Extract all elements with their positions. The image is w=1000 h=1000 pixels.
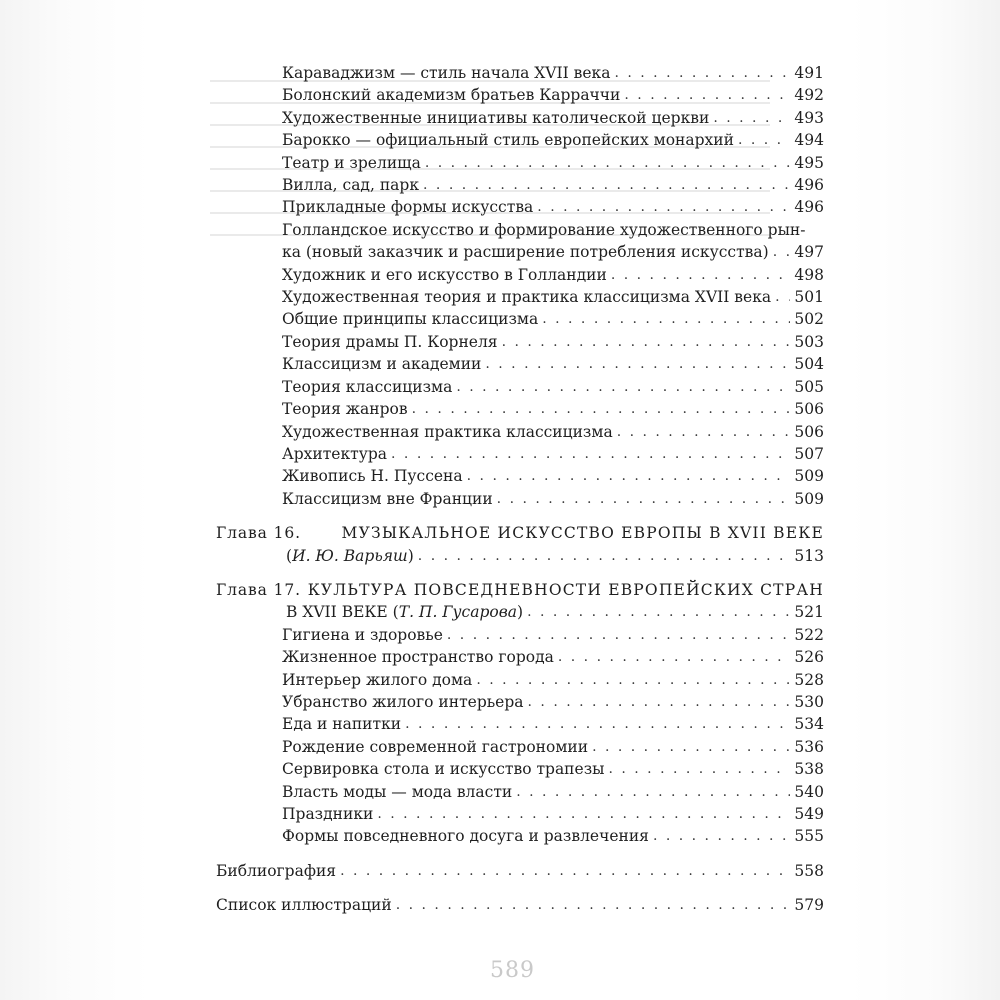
toc-entry-title: Формы повседневного досуга и развлечения <box>282 827 649 846</box>
toc-entry-title: Убранство жилого интерьера <box>282 692 524 711</box>
toc-entry <box>216 129 824 151</box>
toc-entry <box>216 62 824 84</box>
toc-entry-page: 492 <box>794 86 824 105</box>
toc-entry-page: 504 <box>794 355 824 374</box>
leader-dots <box>773 241 791 263</box>
leader-dots <box>340 860 790 882</box>
toc-entry-page: 495 <box>794 153 824 172</box>
toc-entry-title: Теория драмы П. Корнеля <box>282 332 498 351</box>
chapter-17-title-wrap <box>286 601 523 623</box>
toc-entry-title: Теория классицизма <box>282 377 453 396</box>
toc-entry-page: 534 <box>794 715 824 734</box>
paren-close: ) <box>517 603 524 622</box>
chapter-16-author-line <box>216 545 824 567</box>
paren-open: ( <box>392 603 399 622</box>
toc-entry <box>216 825 824 847</box>
leader-dots <box>467 465 791 487</box>
toc-entry-title: Барокко — официальный стиль европейских монархий <box>282 131 734 150</box>
chapter-17-page: 521 <box>794 603 824 622</box>
toc-entry-page: 530 <box>794 692 824 711</box>
toc-entry-title: Художественные инициативы католической церкви <box>282 108 710 127</box>
toc-entry <box>216 713 824 735</box>
chapter-17-heading <box>216 579 824 601</box>
chapter-17-title-line1: КУЛЬТУРА ПОВСЕДНЕВНОСТИ ЕВРОПЕЙСКИХ СТРАН <box>307 580 824 599</box>
leader-dots <box>617 421 791 443</box>
leader-dots <box>528 691 791 713</box>
toc-entry-title: Живопись Н. Пуссена <box>282 467 463 486</box>
toc-entry-title: Интерьер жилого дома <box>282 670 473 689</box>
toc-entry-title: Художественная практика классицизма <box>282 422 613 441</box>
leader-dots <box>653 825 790 847</box>
toc-entry-page: 506 <box>794 422 824 441</box>
toc-entry <box>216 84 824 106</box>
toc-entry <box>216 398 824 420</box>
leader-dots <box>624 84 790 106</box>
leader-dots <box>485 353 790 375</box>
chapter-16-title: МУЗЫКАЛЬНОЕ ИСКУССТВО ЕВРОПЫ В XVII ВЕКЕ <box>341 524 824 543</box>
leader-dots <box>476 669 790 691</box>
toc-entry-line2 <box>216 241 824 263</box>
toc-entry-title: Караваджизм — стиль начала XVII века <box>282 64 611 82</box>
toc-entry <box>216 152 824 174</box>
leader-dots <box>396 894 791 916</box>
paren-close: ) <box>407 546 414 565</box>
leader-dots <box>527 601 790 623</box>
illustrations-title: Список иллюстраций <box>216 896 392 915</box>
toc-entry-page: 506 <box>794 400 824 419</box>
toc-entry-title: Художник и его искусство в Голландии <box>282 265 607 284</box>
leader-dots <box>542 308 790 330</box>
illustrations-page: 579 <box>794 896 824 915</box>
toc-entry <box>216 669 824 691</box>
page-folio: 589 <box>490 958 535 983</box>
chapter-16-label: Глава 16. <box>216 524 301 543</box>
chapter-16-author-wrap <box>286 545 414 567</box>
toc-entry-title: Прикладные формы искусства <box>282 198 534 217</box>
toc-entry-title-line2: ка (новый заказчик и расширение потребления искусства) <box>282 243 769 262</box>
toc-entry <box>216 488 824 510</box>
leader-dots <box>425 152 791 174</box>
toc-entry-page: 496 <box>794 176 824 195</box>
toc-entry-page: 491 <box>794 64 824 82</box>
toc-entry <box>216 376 824 398</box>
toc-bibliography <box>216 860 824 882</box>
chapter-16-author: И. Ю. Варьяш <box>292 546 408 565</box>
leader-dots <box>502 331 791 353</box>
toc-entry-page: 503 <box>794 332 824 351</box>
chapter-16 <box>216 522 824 567</box>
chapter-17-author: Т. П. Гусарова <box>398 603 517 622</box>
toc-entry-page: 509 <box>794 467 824 486</box>
leader-dots <box>412 398 791 420</box>
leader-dots <box>497 488 791 510</box>
toc-entry-title: Театр и зрелища <box>282 153 421 172</box>
toc-entry-page: 538 <box>794 760 824 779</box>
table-of-contents <box>216 62 824 917</box>
leader-dots <box>614 62 790 84</box>
toc-entry <box>216 646 824 668</box>
chapter-17-title-line2: В XVII ВЕКЕ <box>286 603 388 622</box>
chapter-16-heading <box>216 522 824 544</box>
toc-entry <box>216 264 824 286</box>
toc-entry <box>216 353 824 375</box>
toc-illustrations <box>216 894 824 916</box>
toc-entry <box>216 107 824 129</box>
toc-entry-page: 496 <box>794 198 824 217</box>
toc-entry-page: 555 <box>794 827 824 846</box>
toc-entry-title: Жизненное пространство города <box>282 648 554 667</box>
leader-dots <box>391 443 790 465</box>
leader-dots <box>592 736 790 758</box>
toc-entry-page: 507 <box>794 444 824 463</box>
paren-open: ( <box>286 546 293 565</box>
toc-entry <box>216 781 824 803</box>
leader-dots <box>608 758 790 780</box>
toc-entry <box>216 736 824 758</box>
toc-entry-page: 509 <box>794 489 824 508</box>
leader-dots <box>377 803 790 825</box>
chapter-17-label: Глава 17. <box>216 580 301 599</box>
leader-dots <box>611 264 791 286</box>
toc-entry-title: Власть моды — мода власти <box>282 782 513 801</box>
chapter-17 <box>216 579 824 624</box>
toc-entry-title: Общие принципы классицизма <box>282 310 539 329</box>
toc-entry-page: 498 <box>794 265 824 284</box>
toc-entry-page: 522 <box>794 625 824 644</box>
toc-entry <box>216 691 824 713</box>
toc-entry-page: 493 <box>794 108 824 127</box>
toc-entry <box>216 624 824 646</box>
toc-entry <box>216 421 824 443</box>
toc-entry-title: Теория жанров <box>282 400 408 419</box>
chapter-16-page: 513 <box>794 546 824 565</box>
toc-entry-page: 536 <box>794 737 824 756</box>
leader-dots <box>713 107 790 129</box>
leader-dots <box>558 646 791 668</box>
toc-entry <box>216 465 824 487</box>
toc-entry-title: Сервировка стола и искусство трапезы <box>282 760 605 779</box>
leader-dots <box>423 174 790 196</box>
leader-dots <box>456 376 790 398</box>
toc-entry <box>216 803 824 825</box>
leader-dots <box>516 781 790 803</box>
toc-entry-title: Архитектура <box>282 444 388 463</box>
toc-entry-multiline <box>216 219 824 264</box>
toc-entry-page: 502 <box>794 310 824 329</box>
leader-dots <box>775 286 790 308</box>
toc-entry <box>216 331 824 353</box>
toc-entry-title: Болонский академизм братьев Карраччи <box>282 86 621 105</box>
leader-dots <box>738 129 790 151</box>
leader-dots <box>447 624 791 646</box>
toc-entry <box>216 443 824 465</box>
toc-entry-title: Рождение современной гастрономии <box>282 737 589 756</box>
chapter-17-title-line <box>216 601 824 623</box>
leader-dots <box>418 545 791 567</box>
toc-entry-page: 528 <box>794 670 824 689</box>
toc-entry-page: 497 <box>794 243 824 262</box>
toc-entry <box>216 174 824 196</box>
toc-entry-title: Художественная теория и практика классицизма XVII века <box>282 288 772 307</box>
toc-entry-page: 549 <box>794 805 824 823</box>
leader-dots <box>405 713 790 735</box>
toc-entry-title: Еда и напитки <box>282 715 402 734</box>
toc-entry-title: Праздники <box>282 805 374 823</box>
leader-dots <box>537 196 790 218</box>
bibliography-title: Библиография <box>216 861 337 880</box>
toc-entry <box>216 286 824 308</box>
toc-entry-page: 540 <box>794 782 824 801</box>
toc-entry-page: 526 <box>794 648 824 667</box>
toc-entry <box>216 196 824 218</box>
toc-entry <box>216 758 824 780</box>
toc-entry-page: 505 <box>794 377 824 396</box>
toc-entry-title: Гигиена и здоровье <box>282 625 443 644</box>
toc-entry-page: 501 <box>794 288 824 307</box>
toc-entry-title: Классицизм и академии <box>282 355 482 374</box>
toc-entry-title: Вилла, сад, парк <box>282 176 420 195</box>
toc-entry <box>216 308 824 330</box>
toc-entry-page: 494 <box>794 131 824 150</box>
toc-entry-title: Классицизм вне Франции <box>282 489 493 508</box>
bibliography-page: 558 <box>794 861 824 880</box>
toc-entry-title-line1: Голландское искусство и формирование художественного рын- <box>282 220 806 239</box>
